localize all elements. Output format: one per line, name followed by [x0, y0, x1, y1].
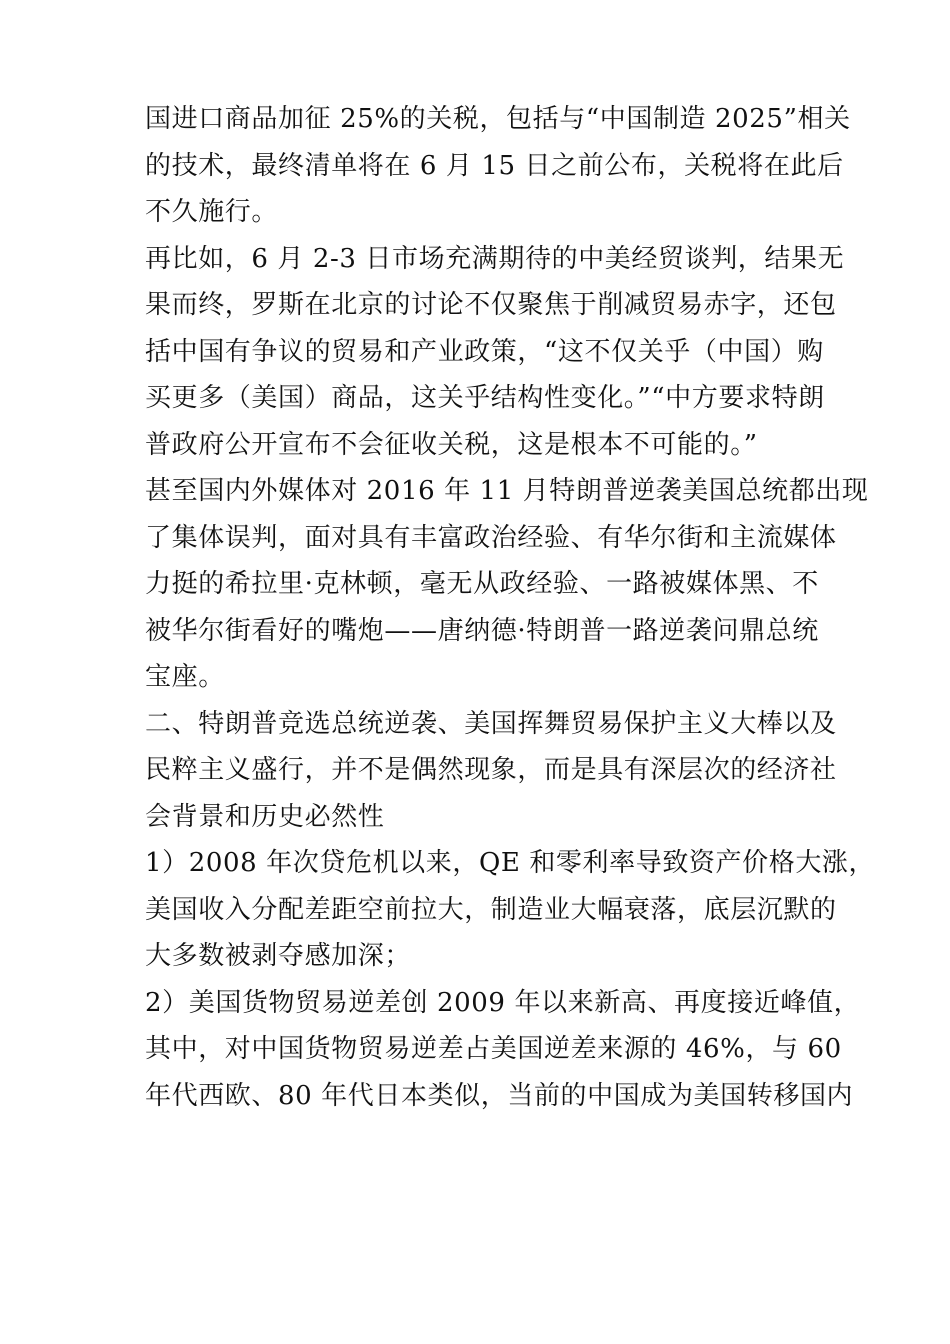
- text-line: 不久施行。: [145, 197, 279, 227]
- text-line: 1）2008 年次贷危机以来，QE 和零利率导致资产价格大涨，: [145, 848, 876, 878]
- section-heading-two: [145, 701, 837, 841]
- text-line: 括中国有争议的贸易和产业政策，“这不仅关乎（中国）购: [145, 336, 824, 367]
- text-line: 被华尔街看好的嘴炮——唐纳德·特朗普一路逆袭问鼎总统: [145, 615, 819, 646]
- text-line: 年代西欧、80 年代日本类似，当前的中国成为美国转移国内: [145, 1080, 854, 1111]
- document-body: [145, 96, 876, 1119]
- text-line: 的技术，最终清单将在 6 月 15 日之前公布，关税将在此后: [145, 150, 844, 181]
- text-line: 美国收入分配差距空前拉大，制造业大幅衰落，底层沉默的: [145, 894, 837, 925]
- paragraph-trade-talks: [145, 236, 845, 469]
- text-line: 再比如，6 月 2-3 日市场充满期待的中美经贸谈判，结果无: [145, 243, 845, 274]
- list-item-1: [145, 840, 876, 980]
- text-line: 买更多（美国）商品，这关乎结构性变化。”“中方要求特朗: [145, 383, 825, 413]
- text-line: 宝座。: [145, 662, 225, 692]
- text-line: 民粹主义盛行，并不是偶然现象，而是具有深层次的经济社: [145, 755, 837, 785]
- text-line: 二、特朗普竞选总统逆袭、美国挥舞贸易保护主义大棒以及: [145, 708, 837, 739]
- text-line: 了集体误判，面对具有丰富政治经验、有华尔街和主流媒体: [145, 522, 837, 553]
- paragraph-election-misjudgment: [145, 468, 869, 701]
- text-line: 会背景和历史必然性: [145, 801, 385, 832]
- text-line: 国进口商品加征 25%的关税，包括与“中国制造 2025”相关: [145, 104, 851, 134]
- text-line: 甚至国内外媒体对 2016 年 11 月特朗普逆袭美国总统都出现: [145, 476, 869, 506]
- paragraph-tariff-continuation: [145, 96, 851, 236]
- text-line: 大多数被剥夺感加深；: [145, 941, 412, 971]
- text-line: 其中，对中国货物贸易逆差占美国逆差来源的 46%，与 60: [145, 1034, 842, 1064]
- text-line: 果而终，罗斯在北京的讨论不仅聚焦于削减贸易赤字，还包: [145, 290, 837, 320]
- text-line: 力挺的希拉里·克林顿，毫无从政经验、一路被媒体黑、不: [145, 569, 819, 599]
- list-item-2: [145, 980, 861, 1120]
- text-line: 普政府公开宣布不会征收关税，这是根本不可能的。”: [145, 429, 758, 460]
- text-line: 2）美国货物贸易逆差创 2009 年以来新高、再度接近峰值，: [145, 987, 861, 1018]
